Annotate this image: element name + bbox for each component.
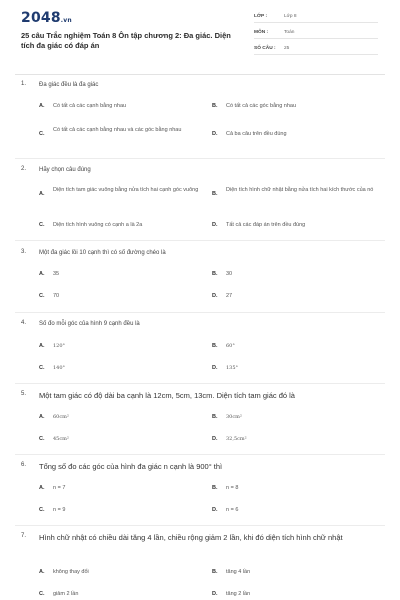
question-divider — [15, 525, 385, 526]
option-letter: D. — [212, 131, 218, 137]
option-letter: A. — [39, 414, 45, 420]
option-text: Diện tích hình vuông có cạnh a là 2a — [53, 222, 143, 228]
meta-subject — [254, 27, 378, 39]
option-letter: D. — [212, 591, 218, 597]
option-text: Diện tích tam giác vuông bằng nửa tích hai cạnh góc vuông — [53, 187, 199, 193]
option-text: Tất cả các đáp án trên đều đúng — [226, 222, 306, 228]
question-number: 3. — [21, 249, 27, 255]
question-text: Hình chữ nhật có chiều dài tăng 4 lần, chiều rộng giảm 2 lần, khi đó diện tích hình chữ nhật — [39, 533, 343, 542]
option-letter: B. — [212, 191, 218, 197]
option-letter: A. — [39, 103, 45, 109]
document-title: 25 câu Trắc nghiệm Toán 8 Ôn tập chương 2: Đa giác. Diện tích đa giác có đáp án — [21, 31, 231, 50]
option-letter: B. — [212, 569, 218, 575]
option-text: n = 6 — [226, 507, 239, 513]
option-text: 30 — [226, 271, 233, 277]
question-text: Đa giác đều là đa giác — [39, 82, 99, 88]
option-letter: D. — [212, 293, 218, 299]
meta-class — [254, 11, 378, 23]
question-divider — [15, 454, 385, 455]
question-number: 4. — [21, 320, 27, 326]
option-letter: C. — [39, 131, 45, 137]
option-text: 60cm² — [53, 414, 69, 420]
option-text: Có tất cả các cạnh bằng nhau và các góc bằng nhau — [53, 127, 182, 133]
option-letter: A. — [39, 271, 45, 277]
meta-subject-label: MÔN : — [254, 30, 269, 35]
question-number: 7. — [21, 533, 27, 539]
option-text: tăng 2 lần — [226, 591, 251, 597]
option-letter: A. — [39, 191, 45, 197]
option-text: 70 — [53, 293, 60, 299]
option-letter: B. — [212, 103, 218, 109]
option-letter: D. — [212, 507, 218, 513]
option-text: 45cm² — [53, 436, 69, 442]
question-number: 1. — [21, 81, 27, 87]
option-text: n = 7 — [53, 485, 66, 491]
option-text: không thay đổi — [53, 569, 89, 575]
question-text: Hãy chọn câu đúng — [39, 167, 91, 173]
option-text: 60° — [226, 343, 235, 349]
option-text: Cả ba câu trên đều đúng — [226, 131, 287, 137]
question-number: 5. — [21, 391, 27, 397]
option-letter: A. — [39, 343, 45, 349]
option-letter: B. — [212, 343, 218, 349]
question-divider — [15, 240, 385, 241]
question-divider — [15, 383, 385, 384]
meta-class-value: Lớp 8 — [284, 14, 297, 19]
question-number: 6. — [21, 462, 27, 468]
logo-text: 2048 — [21, 10, 61, 26]
option-text: n = 9 — [53, 507, 66, 513]
meta-subject-value: Toán — [284, 30, 295, 35]
meta-count — [254, 43, 378, 55]
option-text: 35 — [53, 271, 60, 277]
option-text: 135° — [226, 365, 239, 371]
meta-class-label: LỚP : — [254, 14, 268, 19]
option-text: 140° — [53, 365, 66, 371]
option-letter: B. — [212, 485, 218, 491]
question-text: Số đo mỗi góc của hình 9 cạnh đều là — [39, 321, 140, 327]
question-divider — [15, 312, 385, 313]
option-letter: D. — [212, 436, 218, 442]
meta-count-label: SỐ CÂU : — [254, 46, 276, 51]
logo-suffix: .vn — [60, 17, 72, 24]
question-divider — [15, 158, 385, 159]
option-letter: C. — [39, 591, 45, 597]
site-logo[interactable] — [21, 10, 72, 26]
option-text: giảm 2 lần — [53, 591, 79, 597]
option-letter: B. — [212, 271, 218, 277]
option-letter: D. — [212, 365, 218, 371]
option-text: n = 8 — [226, 485, 239, 491]
option-letter: D. — [212, 222, 218, 228]
question-text: Một tam giác có độ dài ba cạnh là 12cm, 5cm, 13cm. Diện tích tam giác đó là — [39, 391, 295, 400]
option-letter: C. — [39, 365, 45, 371]
option-text: Có tất cả các cạnh bằng nhau — [53, 103, 127, 109]
option-text: Diện tích hình chữ nhật bằng nửa tích hai kích thước của nó — [226, 187, 374, 193]
document-header — [0, 0, 400, 72]
question-number: 2. — [21, 166, 27, 172]
option-letter: A. — [39, 569, 45, 575]
header-divider — [15, 74, 385, 75]
option-text: 120° — [53, 343, 66, 349]
option-letter: A. — [39, 485, 45, 491]
option-text: 32,5cm² — [226, 436, 247, 442]
option-letter: C. — [39, 222, 45, 228]
option-text: tăng 4 lần — [226, 569, 251, 575]
option-letter: B. — [212, 414, 218, 420]
question-text: Tổng số đo các góc của hình đa giác n cạnh là 900° thì — [39, 462, 223, 471]
option-letter: C. — [39, 507, 45, 513]
option-text: 30cm² — [226, 414, 242, 420]
option-text: 27 — [226, 293, 233, 299]
question-text: Một đa giác lồi 10 cạnh thì có số đường chéo là — [39, 250, 166, 256]
meta-count-value: 25 — [284, 46, 290, 51]
option-letter: C. — [39, 436, 45, 442]
option-text: Có tất cả các góc bằng nhau — [226, 103, 297, 109]
option-letter: C. — [39, 293, 45, 299]
